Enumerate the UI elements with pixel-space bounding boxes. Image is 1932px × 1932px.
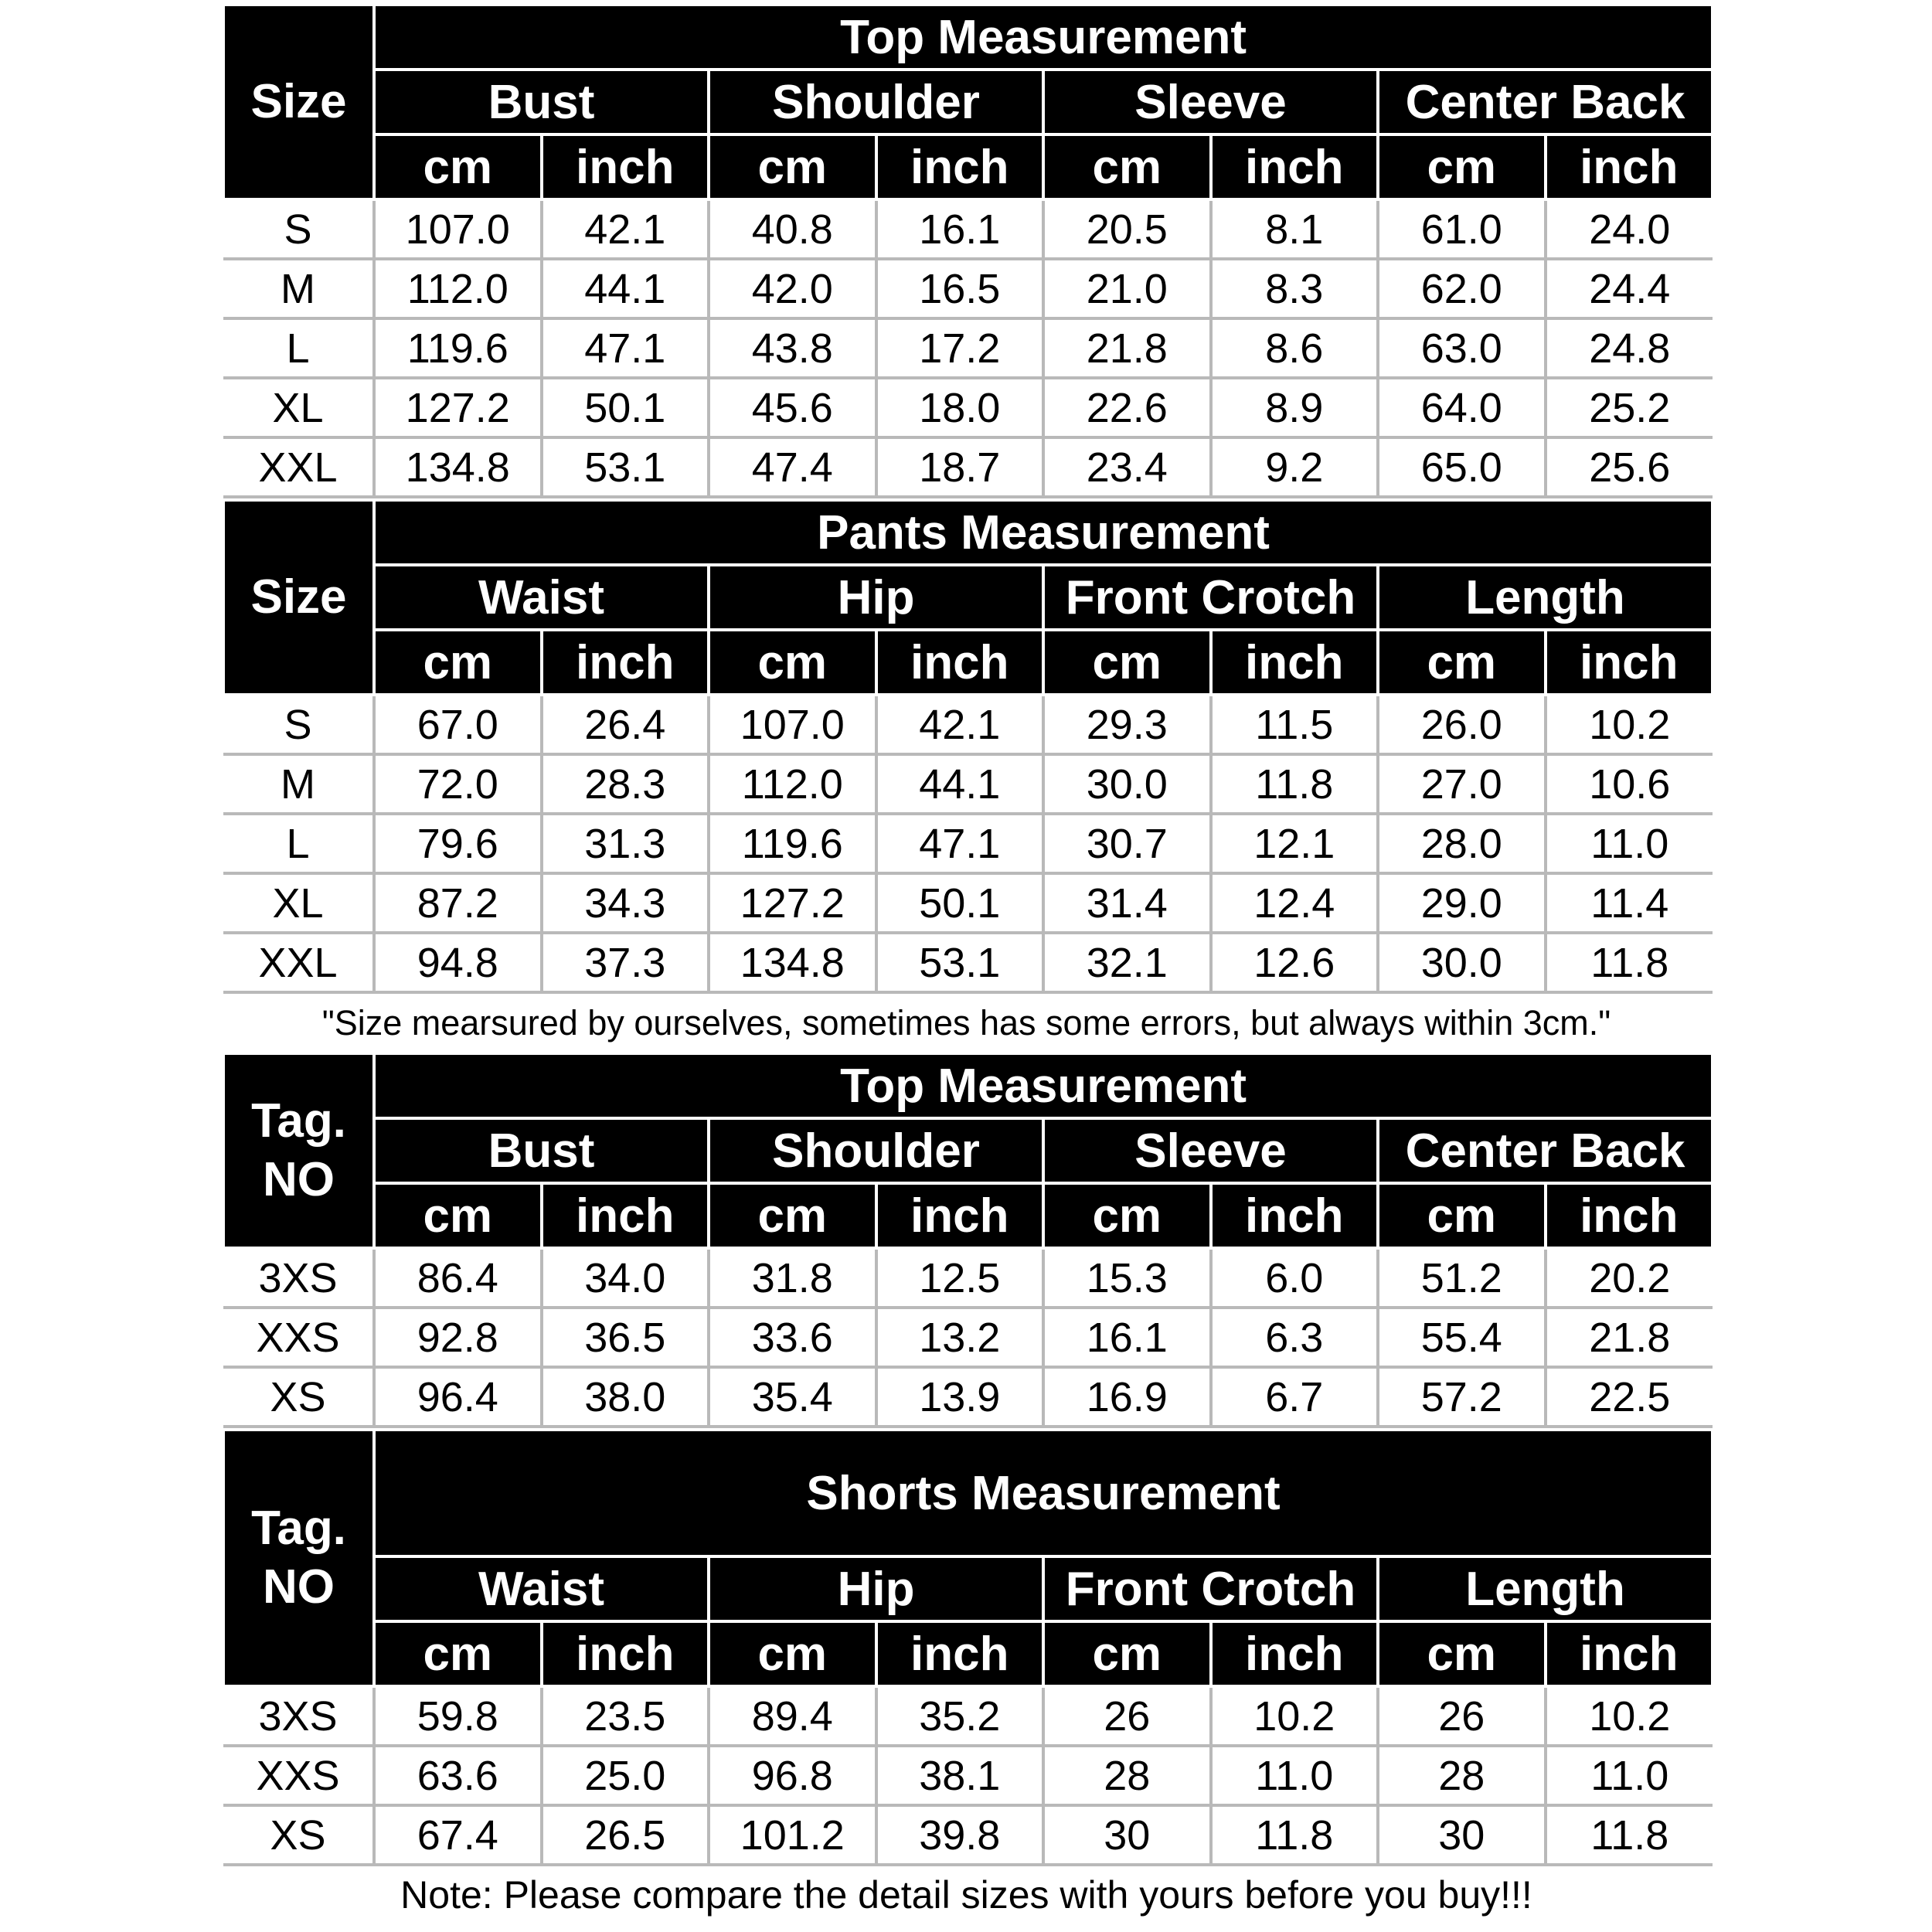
unit-header: cm xyxy=(1378,1183,1546,1248)
table-row xyxy=(223,318,1713,378)
size-cell: XXL xyxy=(223,933,374,992)
measurement-cell: 26 xyxy=(1378,1686,1546,1746)
measurement-cell: 28.3 xyxy=(542,754,709,814)
size-cell: XXS xyxy=(223,1308,374,1367)
size-cell: 3XS xyxy=(223,1248,374,1308)
measurement-cell: 112.0 xyxy=(374,259,542,318)
measurement-cell: 10.6 xyxy=(1546,754,1713,814)
measurement-cell: 17.2 xyxy=(876,318,1044,378)
measurement-cell: 22.6 xyxy=(1043,378,1211,437)
measurement-cell: 11.8 xyxy=(1546,1805,1713,1865)
table-row xyxy=(223,1686,1713,1746)
measurement-cell: 59.8 xyxy=(374,1686,542,1746)
unit-header: inch xyxy=(1546,134,1713,199)
size-table-3 xyxy=(222,1052,1714,1428)
measurement-cell: 24.8 xyxy=(1546,318,1713,378)
table-title: Shorts Measurement xyxy=(374,1430,1713,1556)
table-row xyxy=(223,199,1713,259)
measurement-cell: 22.5 xyxy=(1546,1367,1713,1427)
measurement-cell: 20.2 xyxy=(1546,1248,1713,1308)
table-row xyxy=(223,933,1713,992)
size-column-header: Tag. NO xyxy=(223,1430,374,1686)
unit-header: inch xyxy=(1546,630,1713,695)
table-row xyxy=(223,754,1713,814)
measurement-cell: 30.0 xyxy=(1378,933,1546,992)
unit-header: inch xyxy=(1546,1621,1713,1686)
measurement-group-header: Bust xyxy=(374,1118,709,1183)
measurement-cell: 27.0 xyxy=(1378,754,1546,814)
measurement-cell: 23.5 xyxy=(542,1686,709,1746)
measurement-cell: 87.2 xyxy=(374,873,542,933)
unit-header: inch xyxy=(876,630,1044,695)
size-column-header: Tag. NO xyxy=(223,1053,374,1248)
measurement-cell: 6.3 xyxy=(1211,1308,1379,1367)
measurement-cell: 6.0 xyxy=(1211,1248,1379,1308)
unit-header: inch xyxy=(1211,1183,1379,1248)
unit-header: inch xyxy=(542,1621,709,1686)
measurement-cell: 38.1 xyxy=(876,1746,1044,1805)
measurement-cell: 24.0 xyxy=(1546,199,1713,259)
measurement-cell: 30 xyxy=(1043,1805,1211,1865)
measurement-group-header: Bust xyxy=(374,70,709,134)
measurement-cell: 35.2 xyxy=(876,1686,1044,1746)
measurement-cell: 25.2 xyxy=(1546,378,1713,437)
measurement-cell: 47.4 xyxy=(709,437,876,497)
unit-header: cm xyxy=(1378,1621,1546,1686)
unit-header: cm xyxy=(1043,630,1211,695)
measurement-cell: 96.4 xyxy=(374,1367,542,1427)
size-column-header: Size xyxy=(223,5,374,199)
size-table-2 xyxy=(222,498,1714,994)
measurement-cell: 8.3 xyxy=(1211,259,1379,318)
measurement-cell: 29.0 xyxy=(1378,873,1546,933)
measurement-cell: 65.0 xyxy=(1378,437,1546,497)
measurement-cell: 16.1 xyxy=(876,199,1044,259)
measurement-cell: 57.2 xyxy=(1378,1367,1546,1427)
unit-header: cm xyxy=(709,134,876,199)
table-row xyxy=(223,1805,1713,1865)
measurement-cell: 47.1 xyxy=(542,318,709,378)
measurement-cell: 64.0 xyxy=(1378,378,1546,437)
measurement-cell: 12.1 xyxy=(1211,814,1379,873)
measurement-cell: 86.4 xyxy=(374,1248,542,1308)
measurement-cell: 25.0 xyxy=(542,1746,709,1805)
size-column-header: Size xyxy=(223,500,374,695)
measurement-cell: 30.0 xyxy=(1043,754,1211,814)
table-row xyxy=(223,378,1713,437)
measurement-disclaimer: "Size mearsured by ourselves, sometimes has some errors, but always within 3cm." xyxy=(222,994,1711,1052)
measurement-cell: 31.4 xyxy=(1043,873,1211,933)
unit-header: cm xyxy=(1043,1183,1211,1248)
table-row xyxy=(223,1248,1713,1308)
measurement-cell: 107.0 xyxy=(374,199,542,259)
measurement-cell: 11.4 xyxy=(1546,873,1713,933)
measurement-cell: 25.6 xyxy=(1546,437,1713,497)
measurement-cell: 127.2 xyxy=(374,378,542,437)
measurement-cell: 30.7 xyxy=(1043,814,1211,873)
measurement-cell: 44.1 xyxy=(542,259,709,318)
measurement-cell: 21.8 xyxy=(1043,318,1211,378)
table-row xyxy=(223,695,1713,754)
measurement-cell: 12.5 xyxy=(876,1248,1044,1308)
measurement-group-header: Waist xyxy=(374,1556,709,1621)
measurement-cell: 21.0 xyxy=(1043,259,1211,318)
measurement-cell: 42.1 xyxy=(876,695,1044,754)
table-title: Top Measurement xyxy=(374,5,1713,70)
measurement-cell: 8.1 xyxy=(1211,199,1379,259)
measurement-cell: 9.2 xyxy=(1211,437,1379,497)
measurement-group-header: Center Back xyxy=(1378,1118,1713,1183)
table-row xyxy=(223,1746,1713,1805)
unit-header: cm xyxy=(374,1621,542,1686)
measurement-cell: 112.0 xyxy=(709,754,876,814)
table-row xyxy=(223,437,1713,497)
unit-header: inch xyxy=(876,1621,1044,1686)
measurement-cell: 26 xyxy=(1043,1686,1211,1746)
unit-header: cm xyxy=(1378,630,1546,695)
measurement-cell: 63.6 xyxy=(374,1746,542,1805)
measurement-group-header: Shoulder xyxy=(709,70,1043,134)
measurement-cell: 8.6 xyxy=(1211,318,1379,378)
measurement-group-header: Hip xyxy=(709,1556,1043,1621)
measurement-cell: 67.0 xyxy=(374,695,542,754)
measurement-cell: 8.9 xyxy=(1211,378,1379,437)
measurement-cell: 50.1 xyxy=(542,378,709,437)
size-table-1 xyxy=(222,3,1714,498)
measurement-cell: 47.1 xyxy=(876,814,1044,873)
measurement-cell: 11.5 xyxy=(1211,695,1379,754)
unit-header: inch xyxy=(542,1183,709,1248)
measurement-cell: 51.2 xyxy=(1378,1248,1546,1308)
measurement-cell: 18.0 xyxy=(876,378,1044,437)
measurement-cell: 39.8 xyxy=(876,1805,1044,1865)
unit-header: inch xyxy=(542,630,709,695)
size-cell: 3XS xyxy=(223,1686,374,1746)
measurement-cell: 21.8 xyxy=(1546,1308,1713,1367)
measurement-cell: 34.0 xyxy=(542,1248,709,1308)
measurement-cell: 11.0 xyxy=(1546,814,1713,873)
measurement-cell: 94.8 xyxy=(374,933,542,992)
unit-header: cm xyxy=(1378,134,1546,199)
measurement-cell: 61.0 xyxy=(1378,199,1546,259)
size-cell: XXS xyxy=(223,1746,374,1805)
unit-header: inch xyxy=(876,134,1044,199)
measurement-cell: 134.8 xyxy=(709,933,876,992)
measurement-cell: 26.5 xyxy=(542,1805,709,1865)
measurement-cell: 28 xyxy=(1043,1746,1211,1805)
measurement-cell: 53.1 xyxy=(876,933,1044,992)
measurement-cell: 28.0 xyxy=(1378,814,1546,873)
measurement-cell: 36.5 xyxy=(542,1308,709,1367)
measurement-cell: 34.3 xyxy=(542,873,709,933)
unit-header: cm xyxy=(709,1183,876,1248)
measurement-cell: 11.8 xyxy=(1211,754,1379,814)
measurement-group-header: Front Crotch xyxy=(1043,1556,1378,1621)
size-cell: XS xyxy=(223,1805,374,1865)
size-cell: XXL xyxy=(223,437,374,497)
size-cell: XL xyxy=(223,873,374,933)
measurement-cell: 31.3 xyxy=(542,814,709,873)
unit-header: cm xyxy=(1043,134,1211,199)
measurement-cell: 10.2 xyxy=(1546,1686,1713,1746)
measurement-group-header: Sleeve xyxy=(1043,70,1378,134)
measurement-group-header: Shoulder xyxy=(709,1118,1043,1183)
measurement-cell: 26.0 xyxy=(1378,695,1546,754)
size-cell: S xyxy=(223,695,374,754)
table-row xyxy=(223,814,1713,873)
measurement-group-header: Length xyxy=(1378,1556,1713,1621)
measurement-cell: 50.1 xyxy=(876,873,1044,933)
measurement-cell: 63.0 xyxy=(1378,318,1546,378)
measurement-cell: 45.6 xyxy=(709,378,876,437)
measurement-cell: 67.4 xyxy=(374,1805,542,1865)
measurement-cell: 92.8 xyxy=(374,1308,542,1367)
table-row xyxy=(223,259,1713,318)
unit-header: inch xyxy=(876,1183,1044,1248)
measurement-cell: 12.6 xyxy=(1211,933,1379,992)
table-row xyxy=(223,873,1713,933)
unit-header: inch xyxy=(1211,1621,1379,1686)
measurement-cell: 20.5 xyxy=(1043,199,1211,259)
unit-header: inch xyxy=(1211,630,1379,695)
size-cell: M xyxy=(223,259,374,318)
size-cell: L xyxy=(223,318,374,378)
measurement-cell: 16.5 xyxy=(876,259,1044,318)
size-cell: M xyxy=(223,754,374,814)
table-title: Top Measurement xyxy=(374,1053,1713,1118)
measurement-cell: 23.4 xyxy=(1043,437,1211,497)
measurement-cell: 53.1 xyxy=(542,437,709,497)
footer-note: Note: Please compare the detail sizes with yours before you buy!!! xyxy=(222,1866,1711,1924)
unit-header: cm xyxy=(1043,1621,1211,1686)
size-cell: XS xyxy=(223,1367,374,1427)
measurement-cell: 24.4 xyxy=(1546,259,1713,318)
size-cell: L xyxy=(223,814,374,873)
measurement-cell: 30 xyxy=(1378,1805,1546,1865)
table-title: Pants Measurement xyxy=(374,500,1713,565)
measurement-cell: 6.7 xyxy=(1211,1367,1379,1427)
measurement-cell: 28 xyxy=(1378,1746,1546,1805)
unit-header: inch xyxy=(1211,134,1379,199)
measurement-cell: 12.4 xyxy=(1211,873,1379,933)
measurement-cell: 55.4 xyxy=(1378,1308,1546,1367)
measurement-group-header: Front Crotch xyxy=(1043,565,1378,630)
measurement-cell: 43.8 xyxy=(709,318,876,378)
unit-header: cm xyxy=(709,1621,876,1686)
measurement-cell: 29.3 xyxy=(1043,695,1211,754)
measurement-cell: 31.8 xyxy=(709,1248,876,1308)
measurement-cell: 11.0 xyxy=(1211,1746,1379,1805)
measurement-cell: 11.0 xyxy=(1546,1746,1713,1805)
measurement-cell: 11.8 xyxy=(1546,933,1713,992)
measurement-cell: 38.0 xyxy=(542,1367,709,1427)
measurement-cell: 89.4 xyxy=(709,1686,876,1746)
unit-header: inch xyxy=(542,134,709,199)
measurement-cell: 11.8 xyxy=(1211,1805,1379,1865)
measurement-group-header: Hip xyxy=(709,565,1043,630)
unit-header: cm xyxy=(374,134,542,199)
size-cell: S xyxy=(223,199,374,259)
measurement-cell: 42.0 xyxy=(709,259,876,318)
measurement-cell: 10.2 xyxy=(1546,695,1713,754)
measurement-cell: 101.2 xyxy=(709,1805,876,1865)
measurement-cell: 15.3 xyxy=(1043,1248,1211,1308)
measurement-group-header: Waist xyxy=(374,565,709,630)
measurement-cell: 16.9 xyxy=(1043,1367,1211,1427)
measurement-cell: 16.1 xyxy=(1043,1308,1211,1367)
measurement-cell: 40.8 xyxy=(709,199,876,259)
measurement-group-header: Sleeve xyxy=(1043,1118,1378,1183)
measurement-cell: 119.6 xyxy=(374,318,542,378)
measurement-cell: 79.6 xyxy=(374,814,542,873)
measurement-cell: 10.2 xyxy=(1211,1686,1379,1746)
measurement-cell: 62.0 xyxy=(1378,259,1546,318)
size-cell: XL xyxy=(223,378,374,437)
measurement-cell: 134.8 xyxy=(374,437,542,497)
measurement-cell: 26.4 xyxy=(542,695,709,754)
table-row xyxy=(223,1308,1713,1367)
unit-header: cm xyxy=(374,1183,542,1248)
measurement-cell: 119.6 xyxy=(709,814,876,873)
table-row xyxy=(223,1367,1713,1427)
measurement-cell: 35.4 xyxy=(709,1367,876,1427)
measurement-cell: 42.1 xyxy=(542,199,709,259)
measurement-cell: 96.8 xyxy=(709,1746,876,1805)
measurement-cell: 37.3 xyxy=(542,933,709,992)
unit-header: cm xyxy=(374,630,542,695)
measurement-cell: 18.7 xyxy=(876,437,1044,497)
measurement-cell: 13.2 xyxy=(876,1308,1044,1367)
size-table-4 xyxy=(222,1428,1714,1866)
measurement-cell: 72.0 xyxy=(374,754,542,814)
measurement-cell: 127.2 xyxy=(709,873,876,933)
measurement-group-header: Length xyxy=(1378,565,1713,630)
measurement-cell: 13.9 xyxy=(876,1367,1044,1427)
measurement-cell: 44.1 xyxy=(876,754,1044,814)
unit-header: cm xyxy=(709,630,876,695)
measurement-cell: 33.6 xyxy=(709,1308,876,1367)
size-chart xyxy=(222,3,1711,1924)
measurement-cell: 107.0 xyxy=(709,695,876,754)
measurement-cell: 32.1 xyxy=(1043,933,1211,992)
measurement-group-header: Center Back xyxy=(1378,70,1713,134)
unit-header: inch xyxy=(1546,1183,1713,1248)
